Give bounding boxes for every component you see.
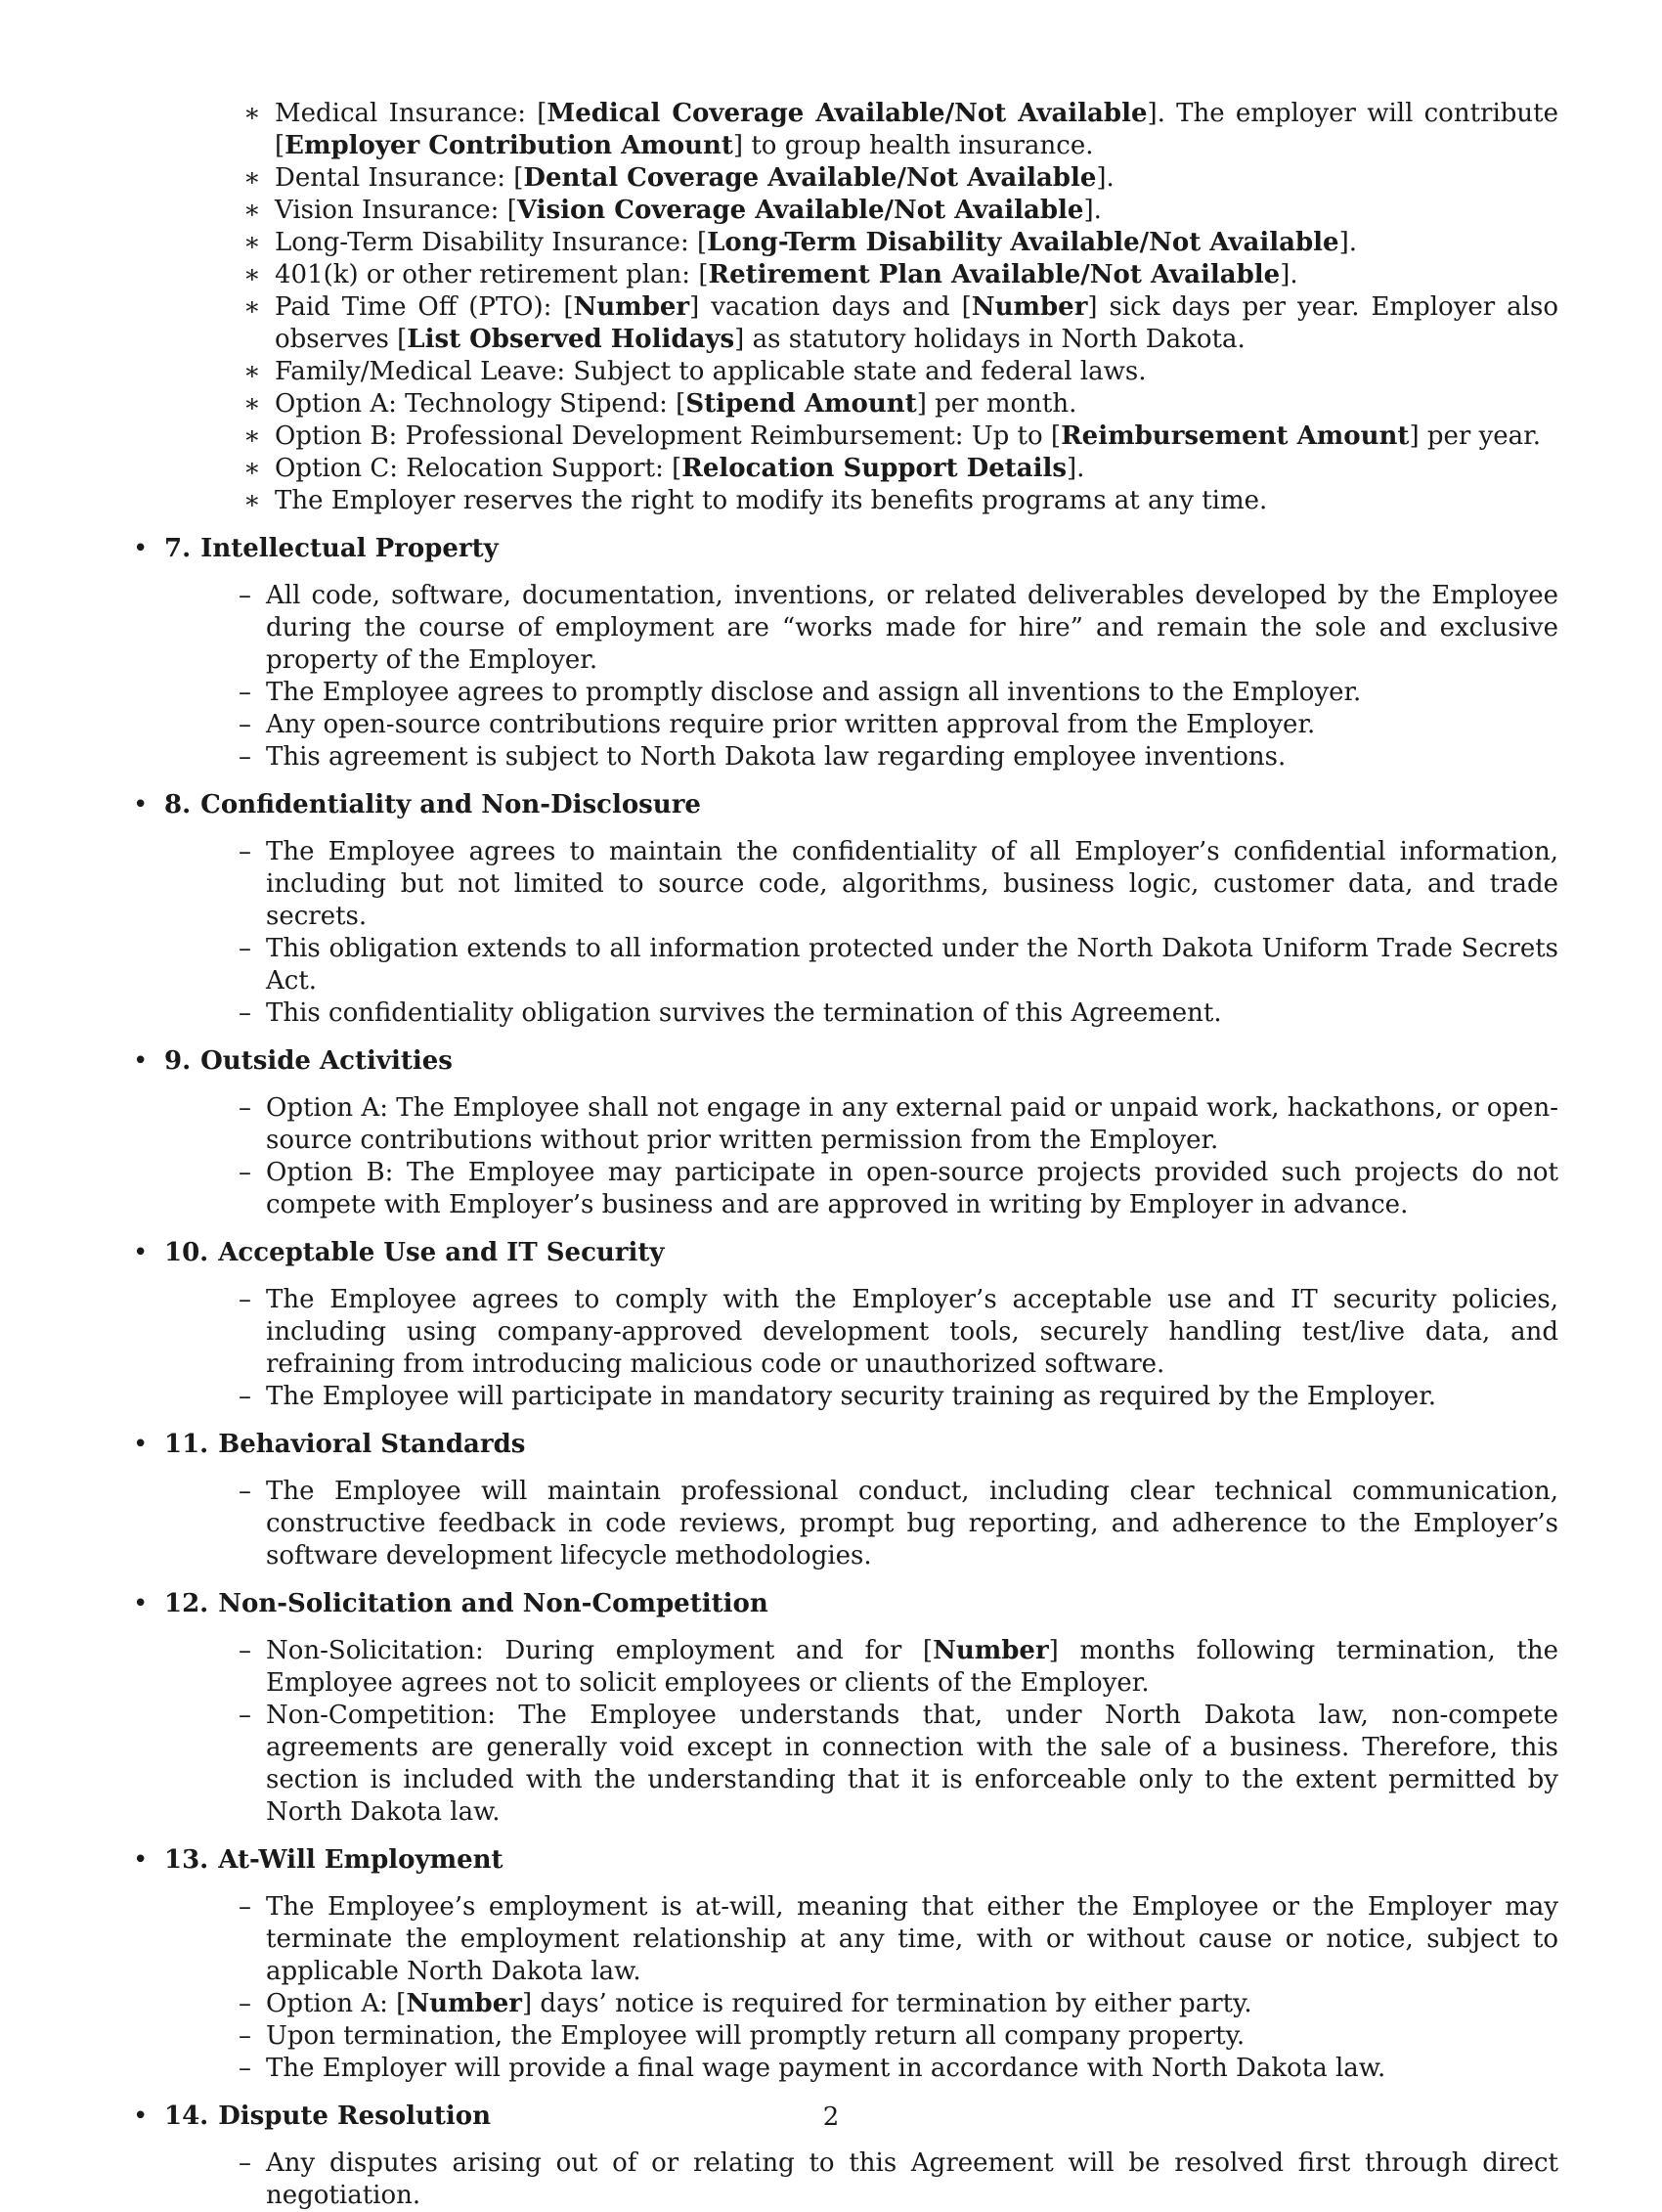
dash-marker: –: [239, 2054, 251, 2083]
asterisk-marker: ∗: [243, 421, 261, 451]
section-non-solicitation: [121, 1588, 1558, 1829]
section-at-will: [121, 1844, 1558, 2085]
benefits-list: [121, 98, 1558, 517]
list-item: – All code, software, documentation, inventions, or related deliverables developed by the Employee during the course of employment are “works made for hire” and remain the sole and exclusive property of the Employer.: [239, 581, 1558, 675]
section-heading: • 14. Dispute Resolution: [133, 2101, 492, 2131]
bullet-marker: •: [133, 2101, 149, 2131]
list-item: ∗ Dental Insurance: [Dental Coverage Available/Not Available].: [243, 163, 1115, 193]
dash-marker: –: [239, 837, 251, 866]
section-behavioral-standards: [121, 1429, 1558, 1572]
list-item: ∗ Option A: Technology Stipend: [Stipend Amount] per month.: [243, 389, 1077, 419]
dash-marker: –: [239, 581, 251, 610]
bullet-marker: •: [133, 790, 149, 819]
bullet-marker: •: [133, 1238, 149, 1267]
list-item: – Option A: The Employee shall not engage in any external paid or unpaid work, hackathons, or open-source contributions without prior written permission from the Employer.: [239, 1093, 1558, 1155]
section-acceptable-use: [121, 1237, 1558, 1413]
list-item: ∗ Option C: Relocation Support: [Relocation Support Details].: [243, 454, 1085, 483]
asterisk-marker: ∗: [243, 454, 261, 483]
list-item: ∗ The Employer reserves the right to modify its benefits programs at any time.: [243, 486, 1268, 515]
list-item: – The Employee agrees to promptly disclose and assign all inventions to the Employer.: [239, 678, 1362, 707]
list-item: – This obligation extends to all information protected under the North Dakota Uniform Trade Secrets Act.: [239, 934, 1558, 995]
page-number: 2: [822, 2102, 840, 2132]
dash-marker: –: [239, 742, 251, 772]
section-heading: • 9. Outside Activities: [133, 1046, 453, 1076]
section-heading: • 11. Behavioral Standards: [133, 1430, 526, 1459]
list-item: – Option B: The Employee may participate in open-source projects provided such projects do not compete with Employer’s business and are approved in writing by Employer in advance.: [239, 1158, 1558, 1219]
asterisk-marker: ∗: [243, 228, 261, 257]
section-intellectual-property: [121, 533, 1558, 774]
section-heading: • 8. Confidentiality and Non-Disclosure: [133, 790, 701, 819]
list-item: – Upon termination, the Employee will promptly return all company property.: [239, 2021, 1246, 2051]
list-item: – This agreement is subject to North Dakota law regarding employee inventions.: [239, 742, 1287, 772]
list-item: ∗ 401(k) or other retirement plan: [Retirement Plan Available/Not Available].: [243, 260, 1298, 289]
list-item: – The Employee agrees to maintain the confidentiality of all Employer’s confidential information, including but not limited to source code, algorithms, business logic, customer data, and trade secrets.: [239, 837, 1558, 931]
asterisk-marker: ∗: [243, 99, 261, 128]
list-item: – Any disputes arising out of or relating to this Agreement will be resolved first through direct negotiation.: [239, 2148, 1558, 2210]
section-heading: • 10. Acceptable Use and IT Security: [133, 1238, 665, 1267]
bullet-marker: •: [133, 1046, 149, 1076]
bullet-marker: •: [133, 534, 149, 563]
list-item: – The Employee’s employment is at-will, meaning that either the Employee or the Employer may terminate the employment relationship at any time, with or without cause or notice, subject to applicable North Dakota law.: [239, 1892, 1558, 1986]
dash-marker: –: [239, 934, 251, 963]
list-item: – Non-Solicitation: During employment and for [Number] months following termination, the Employee agrees not to solicit employees or clients of the Employer.: [239, 1636, 1559, 1698]
bullet-marker: •: [133, 1430, 149, 1459]
list-item: ∗ Paid Time Off (PTO): [Number] vacation days and [Number] sick days per year. Employer also observes [List Observed Holidays] as statutory holidays in North Dakota.: [243, 292, 1558, 354]
list-item: ∗ Option B: Professional Development Reimbursement: Up to [Reimbursement Amount] per year.: [243, 421, 1541, 451]
section-heading: • 12. Non-Solicitation and Non-Competition: [133, 1589, 768, 1618]
dash-marker: –: [239, 678, 251, 707]
dash-marker: –: [239, 1892, 251, 1922]
list-item: – The Employee will participate in mandatory security training as required by the Employer.: [239, 1382, 1437, 1411]
asterisk-marker: ∗: [243, 486, 261, 515]
asterisk-marker: ∗: [243, 163, 261, 193]
asterisk-marker: ∗: [243, 292, 261, 322]
section-heading: • 13. At-Will Employment: [133, 1845, 503, 1875]
asterisk-marker: ∗: [243, 260, 261, 289]
dash-marker: –: [239, 998, 251, 1028]
document-content: [121, 98, 1558, 2212]
list-item: – This confidentiality obligation survives the termination of this Agreement.: [239, 998, 1222, 1028]
asterisk-marker: ∗: [243, 196, 261, 225]
list-item: – The Employee agrees to comply with the Employer’s acceptable use and IT security policies, including using company-approved development tools, securely handling test/live data, and refraining from introducing malicious code or unauthorized software.: [239, 1285, 1558, 1379]
dash-marker: –: [239, 1285, 251, 1314]
list-item: – Non-Competition: The Employee understands that, under North Dakota law, non-compete agreements are generally void except in connection with the sale of a business. Therefore, this section is included with the understanding that it is enforceable only to the extent permitted by North Dakota law.: [239, 1701, 1558, 1827]
dash-marker: –: [239, 1477, 251, 1506]
dash-marker: –: [239, 1158, 251, 1187]
dash-marker: –: [239, 1382, 251, 1411]
list-item: ∗ Vision Insurance: [Vision Coverage Available/Not Available].: [243, 196, 1102, 225]
section-confidentiality: [121, 789, 1558, 1030]
dash-marker: –: [239, 1093, 251, 1123]
bullet-marker: •: [133, 1845, 149, 1875]
list-item: ∗ Medical Insurance: [Medical Coverage Available/Not Available]. The employer will contribute [Employer Contribution Amount] to group health insurance.: [243, 99, 1558, 160]
list-item: – Any open-source contributions require prior written approval from the Employer.: [239, 710, 1316, 739]
section-outside-activities: [121, 1045, 1558, 1221]
section-heading: • 7. Intellectual Property: [133, 534, 499, 563]
list-item: – The Employee will maintain professional conduct, including clear technical communication, constructive feedback in code reviews, prompt bug reporting, and adherence to the Employer’s software development lifecycle methodologies.: [239, 1477, 1558, 1571]
list-item: ∗ Long-Term Disability Insurance: [Long-Term Disability Available/Not Available].: [243, 228, 1358, 257]
bullet-marker: •: [133, 1589, 149, 1618]
list-item: – Option A: [Number] days’ notice is required for termination by either party.: [239, 1989, 1252, 2018]
dash-marker: –: [239, 2148, 251, 2178]
dash-marker: –: [239, 1989, 251, 2018]
asterisk-marker: ∗: [243, 389, 261, 419]
list-item: ∗ Family/Medical Leave: Subject to applicable state and federal laws.: [243, 357, 1147, 386]
dash-marker: –: [239, 1636, 251, 1665]
dash-marker: –: [239, 2021, 251, 2051]
dash-marker: –: [239, 710, 251, 739]
dash-marker: –: [239, 1701, 251, 1730]
asterisk-marker: ∗: [243, 357, 261, 386]
list-item: – The Employer will provide a final wage payment in accordance with North Dakota law.: [239, 2054, 1386, 2083]
